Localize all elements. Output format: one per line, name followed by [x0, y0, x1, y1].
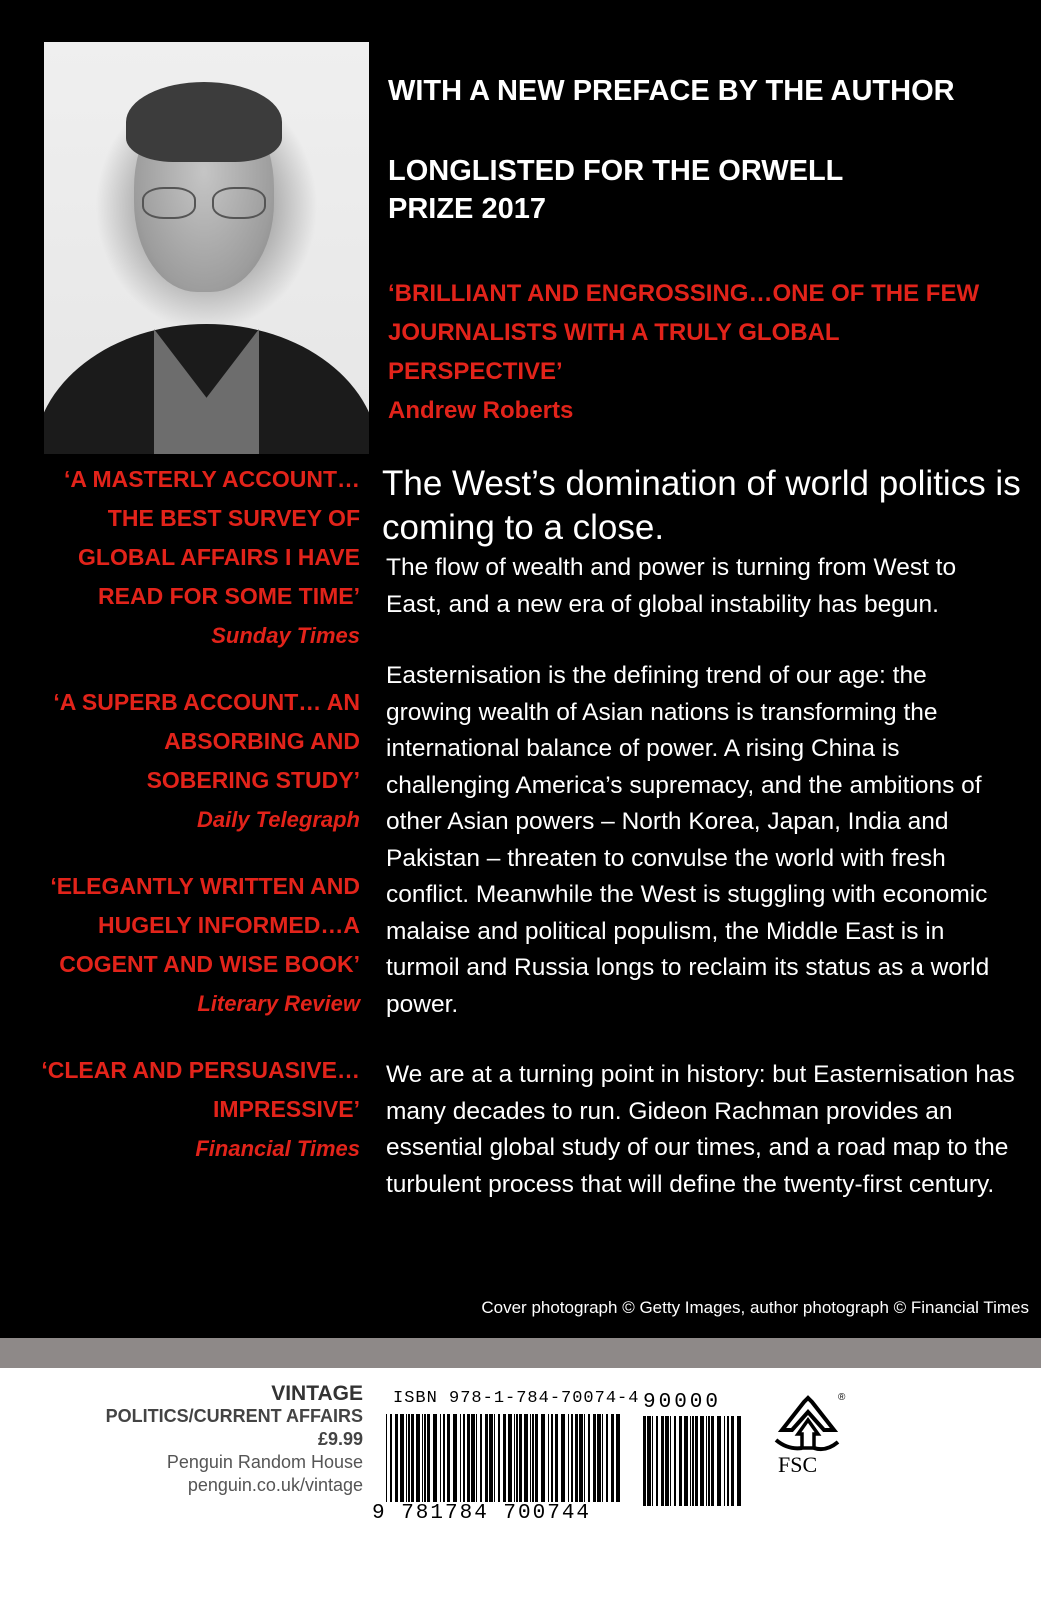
barcode-bar	[647, 1416, 651, 1506]
barcode-bar	[395, 1414, 398, 1502]
barcode-panel	[0, 1368, 1041, 1600]
barcode-bar	[568, 1414, 569, 1502]
barcode-bar	[661, 1416, 664, 1506]
featured-review-source: Andrew Roberts	[388, 397, 574, 424]
review-quote	[40, 460, 360, 655]
barcode-bar	[695, 1416, 698, 1506]
barcode-bar	[731, 1416, 734, 1506]
addon-barcode-icon	[643, 1416, 746, 1506]
barcode-bar	[532, 1414, 534, 1502]
publisher-info	[106, 1382, 363, 1497]
photo-credit: Cover photograph © Getty Images, author photograph © Financial Times	[481, 1298, 1029, 1317]
barcode-bar	[652, 1416, 653, 1506]
review-quote	[40, 1051, 360, 1168]
barcode-bar	[555, 1414, 558, 1502]
barcode-bar	[700, 1416, 704, 1506]
barcode-bar	[530, 1414, 531, 1502]
barcode-bar	[424, 1414, 426, 1502]
barcode-bar	[611, 1414, 614, 1502]
barcode-bar	[674, 1416, 676, 1506]
blurb-paragraph: We are at a turning point in history: but Easternisation has many decades to run. Gideon Rachman provides an essential global study of our times, and a road map to the turbulent process that will define the twenty-first century.	[386, 1061, 1015, 1198]
barcode-icon	[386, 1414, 624, 1502]
barcode-bar	[411, 1414, 414, 1502]
barcode-bar	[584, 1414, 585, 1502]
barcode-bar	[514, 1414, 515, 1502]
blurb-paragraph: The flow of wealth and power is turning from West to East, and a new era of global instability has begun.	[386, 554, 957, 618]
barcode-bar	[535, 1414, 538, 1502]
barcode-bar	[390, 1414, 392, 1502]
review-quote-source: Daily Telegraph	[196, 807, 360, 832]
review-quote-text: ‘A MASTERLY ACCOUNT… THE BEST SURVEY OF GLOBAL AFFAIRS I HAVE READ FOR SOME TIME’	[63, 466, 360, 609]
barcode-bar	[656, 1416, 658, 1506]
barcode-bar	[575, 1414, 578, 1502]
review-quote-source: Literary Review	[197, 991, 360, 1016]
barcode-bar	[400, 1414, 404, 1502]
review-quote-source: Sunday Times	[211, 623, 360, 648]
price-addon-digits: 90000	[643, 1391, 722, 1414]
barcode-bar	[447, 1414, 450, 1502]
barcode-bar	[524, 1414, 528, 1502]
barcode-bar	[541, 1414, 545, 1502]
barcode-bar	[485, 1414, 488, 1502]
barcode-bar	[427, 1414, 430, 1502]
barcode-bar	[516, 1414, 518, 1502]
barcode-bar	[727, 1416, 729, 1506]
barcode-bar	[690, 1416, 691, 1506]
barcode-bar	[548, 1414, 549, 1502]
barcode-bar	[476, 1414, 477, 1502]
barcode-bar	[684, 1416, 688, 1506]
barcode-bar	[433, 1414, 437, 1502]
featured-review	[388, 274, 988, 430]
barcode-bar	[679, 1416, 682, 1506]
barcode-bar	[460, 1414, 461, 1502]
barcode-bar	[692, 1416, 694, 1506]
barcode-bar	[519, 1414, 522, 1502]
barcode-bar	[386, 1414, 387, 1502]
barcode-bar	[616, 1414, 620, 1502]
barcode-bar	[579, 1414, 583, 1502]
review-quote	[40, 683, 360, 839]
review-quote-text: ‘ELEGANTLY WRITTEN AND HUGELY INFORMED…A COGENT AND WISE BOOK’	[50, 873, 360, 977]
barcode-bar	[711, 1416, 714, 1506]
new-preface-tagline: WITH A NEW PREFACE BY THE AUTHOR	[388, 75, 955, 107]
barcode-bar	[593, 1414, 596, 1502]
review-quote-source: Financial Times	[195, 1136, 360, 1161]
review-quotes	[40, 460, 360, 1196]
barcode-bar	[643, 1416, 646, 1506]
barcode-bar	[724, 1416, 725, 1506]
barcode-bar	[571, 1414, 573, 1502]
barcode-bar	[561, 1414, 565, 1502]
barcode-bar	[440, 1414, 441, 1502]
imprint-name: VINTAGE	[271, 1382, 363, 1405]
barcode-bar	[480, 1414, 482, 1502]
barcode-bar	[416, 1414, 420, 1502]
barcode-bar	[406, 1414, 407, 1502]
barcode-bar	[422, 1414, 423, 1502]
author-photo	[44, 42, 369, 454]
barcode-bar	[588, 1414, 590, 1502]
barcode-bar	[494, 1414, 495, 1502]
barcode-bar	[737, 1416, 741, 1506]
isbn-label: ISBN 978-1-784-70074-4	[393, 1389, 640, 1408]
orwell-prize-tagline: LONGLISTED FOR THE ORWELL PRIZE 2017	[388, 155, 843, 225]
category-label: POLITICS/CURRENT AFFAIRS	[105, 1406, 363, 1426]
barcode-bar	[467, 1414, 470, 1502]
publisher-name: Penguin Random House	[166, 1452, 363, 1472]
divider-band	[0, 1338, 1041, 1368]
review-quote-text: ‘A SUPERB ACCOUNT… AN ABSORBING AND SOBERING STUDY’	[53, 689, 360, 793]
barcode-bar	[463, 1414, 465, 1502]
barcode-bar	[503, 1414, 506, 1502]
review-quote-text: ‘CLEAR AND PERSUASIVE… IMPRESSIVE’	[41, 1057, 360, 1122]
fsc-label: FSC	[778, 1452, 818, 1477]
barcode-bar	[717, 1416, 721, 1506]
publisher-url: penguin.co.uk/vintage	[187, 1475, 363, 1495]
barcode-bar	[498, 1414, 500, 1502]
price-label: £9.99	[317, 1429, 363, 1449]
barcode-bar	[508, 1414, 512, 1502]
barcode-bar	[670, 1416, 671, 1506]
fsc-registered-mark: ®	[838, 1392, 846, 1403]
barcode-bar	[606, 1414, 608, 1502]
featured-review-text: ‘BRILLIANT AND ENGROSSING…ONE OF THE FEW JOURNALISTS WITH A TRULY GLOBAL PERSPECTIVE’	[388, 280, 980, 385]
barcode-bar	[471, 1414, 475, 1502]
barcode-bar	[453, 1414, 457, 1502]
blurb-paragraph: Easternisation is the defining trend of our age: the growing wealth of Asian nations is transforming the international balance of power. A rising China is challenging America’s supremacy, and the ambitions of other Asian powers – North Korea, Japan, India and Pakistan – threaten to convulse the world with fresh conflict. Meanwhile the West is stuggling with economic malaise and political populism, the Middle East is in turmoil and Russia longs to reclaim its status as a world power.	[386, 662, 990, 1018]
barcode-digits: 9 781784 700744	[372, 1502, 592, 1525]
barcode-bar	[408, 1414, 410, 1502]
barcode-bar	[708, 1416, 710, 1506]
barcode-bar	[489, 1414, 493, 1502]
barcode-bar	[551, 1414, 553, 1502]
barcode-bar	[602, 1414, 603, 1502]
review-quote	[40, 867, 360, 1023]
barcode-bar	[443, 1414, 445, 1502]
barcode-bar	[665, 1416, 669, 1506]
barcode-bar	[597, 1414, 601, 1502]
barcode-bar	[706, 1416, 707, 1506]
blurb-headline: The West’s domination of world politics is coming to a close.	[382, 464, 1021, 547]
